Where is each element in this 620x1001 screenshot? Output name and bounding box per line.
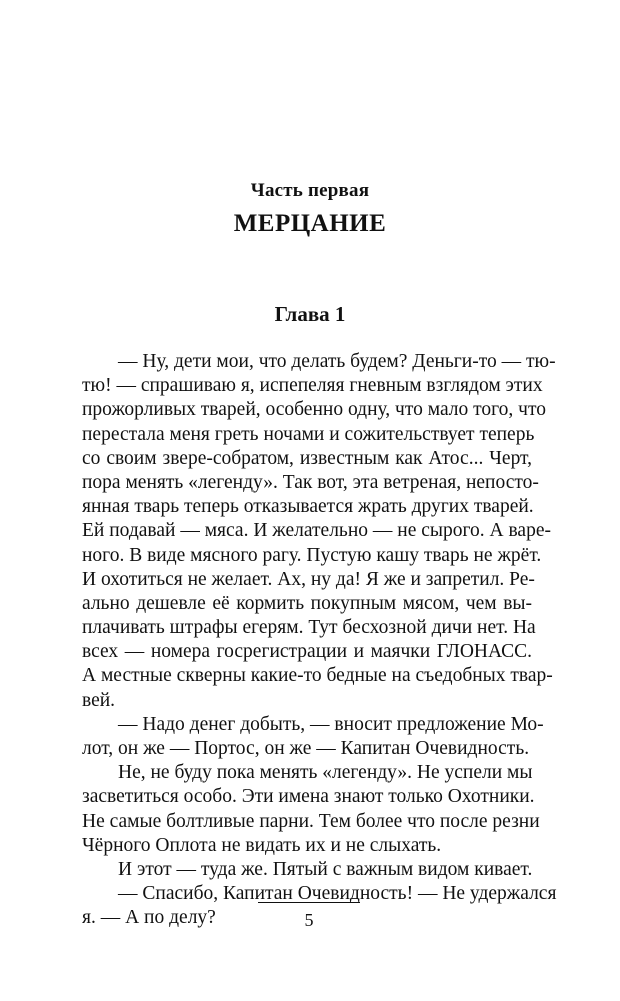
text-line: лот, он же — Портос, он же — Капитан Очевидность. <box>82 738 530 759</box>
page-number: 5 <box>304 910 314 930</box>
text-line: янная тварь теперь отказывается жрать других тварей. <box>82 496 534 518</box>
chapter-body <box>82 350 557 931</box>
text-line: прожорливых тварей, особенно одну, что мало того, что <box>82 399 546 421</box>
chapter-title: Глава 1 <box>274 302 346 326</box>
text-line: со своим звере-собратом, известным как Атос... Черт, <box>82 447 532 469</box>
part-label: Часть первая <box>250 180 370 201</box>
text-line: засветиться особо. Эти имена знают только Охотники. <box>82 786 535 808</box>
text-line: — Спасибо, Капитан Очевидность! — Не удержался <box>118 883 557 905</box>
text-line: И охотиться не желает. Ах, ну да! Я же и запретил. Ре- <box>82 568 535 590</box>
text-line: перестала меня греть ночами и сожительствует теперь <box>82 423 535 445</box>
text-line: пора менять «легенду». Так вот, эта ветреная, непосто- <box>82 471 539 493</box>
text-line: ного. В виде мясного рагу. Пустую кашу тварь не жрёт. <box>82 544 542 566</box>
text-line: всех — номера госрегистрации и маячки ГЛОНАСС. <box>82 641 532 663</box>
text-line: Не самые болтливые парни. Тем более что после резни <box>82 810 540 832</box>
text-line: А местные скверны какие-то бедные на съедобных твар- <box>82 665 553 687</box>
part-title: МЕРЦАНИЕ <box>233 210 387 237</box>
text-line: я. — А по делу? <box>82 907 216 929</box>
text-line: плачивать штрафы егерям. Тут бесхозной дичи нет. На <box>82 617 536 639</box>
text-line: Ей подавай — мяса. И желательно — не сырого. А варе- <box>82 520 551 542</box>
text-line: — Ну, дети мои, что делать будем? Деньги-то — тю- <box>118 351 556 372</box>
text-line: И этот — туда же. Пятый с важным видом кивает. <box>118 858 533 880</box>
text-line: Не, не буду пока менять «легенду». Не успели мы <box>118 762 533 784</box>
footer-rule <box>258 902 360 903</box>
text-line: Чёрного Оплота не видать их и не слыхать. <box>82 834 442 856</box>
text-line: ально дешевле её кормить покупным мясом, чем вы- <box>82 592 532 614</box>
text-line: тю! — спрашиваю я, испепеляя гневным взглядом этих <box>82 375 543 397</box>
text-line: вей. <box>82 689 116 711</box>
text-line: — Надо денег добыть, — вносит предложение Мо- <box>118 713 544 735</box>
